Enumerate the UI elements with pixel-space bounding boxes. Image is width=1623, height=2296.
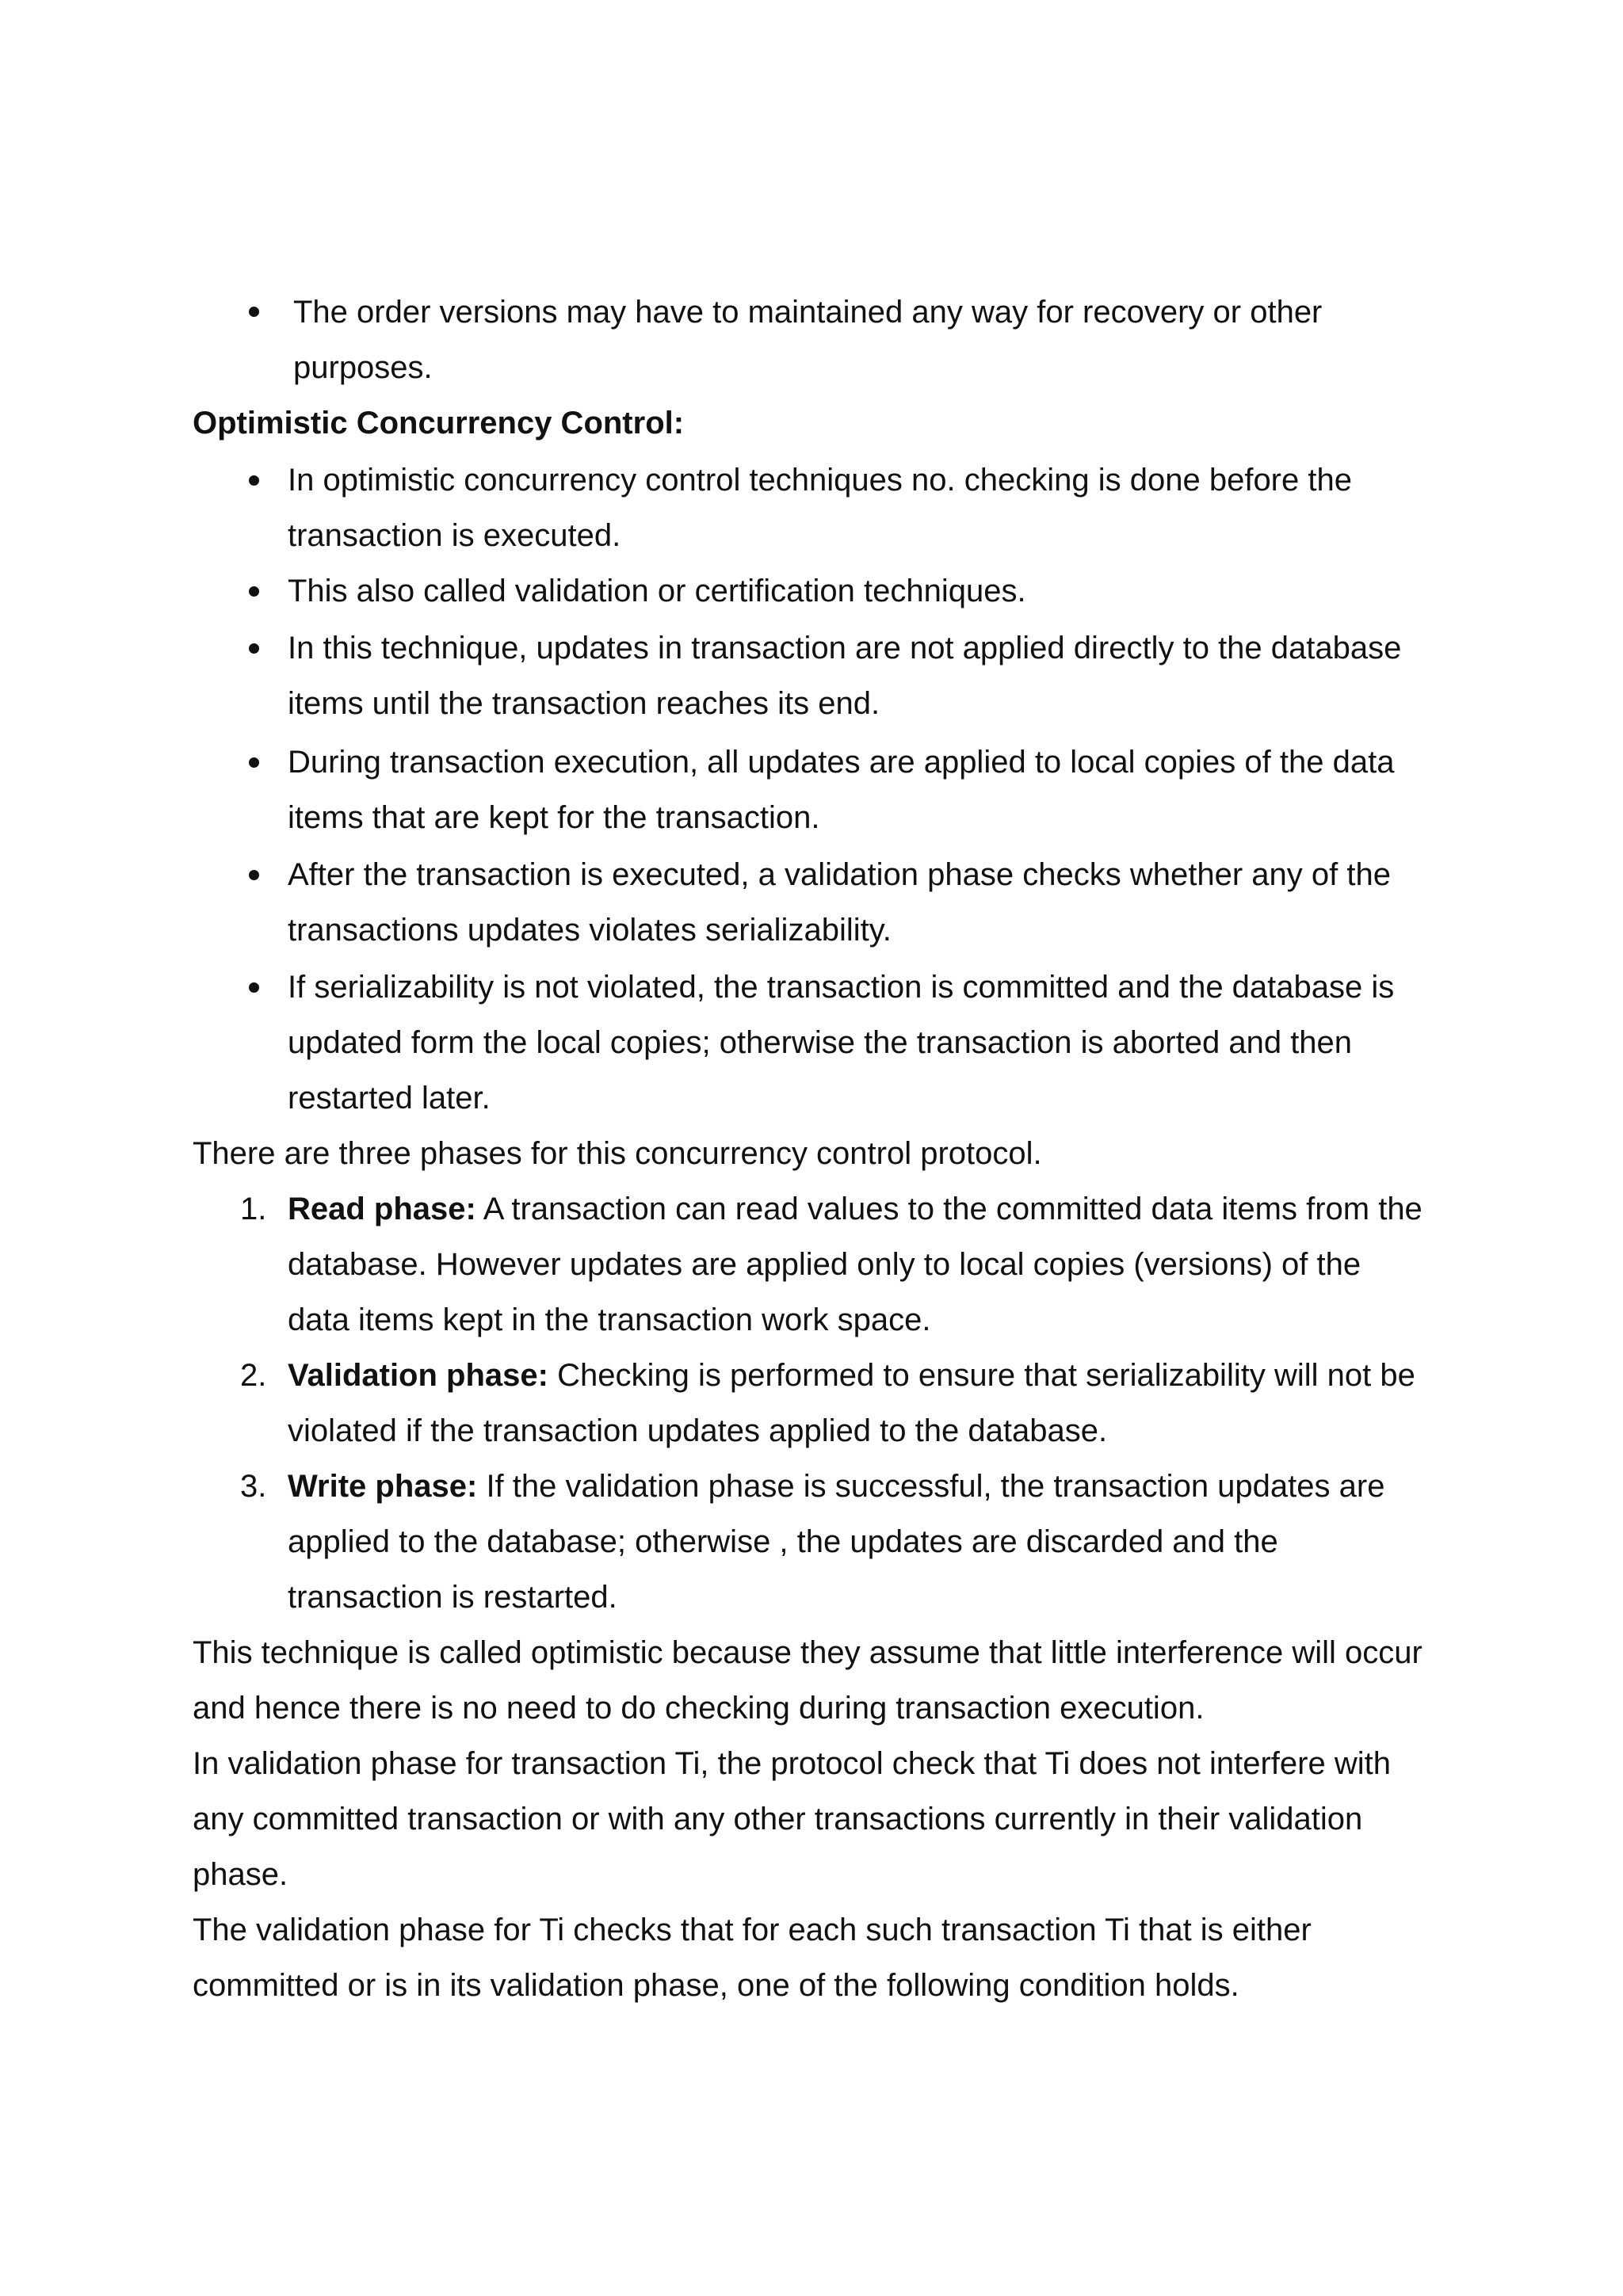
phase-3-line-1 (288, 1467, 1384, 1505)
bullet-4-line-1: During transaction execution, all updates are applied to local copies of the data (288, 745, 1395, 780)
phase-2-line-1 (288, 1356, 1415, 1394)
phases-intro: There are three phases for this concurrency control protocol. (193, 1136, 1042, 1171)
bullet-2-line-1: This also called validation or certification techniques. (288, 574, 1026, 608)
bullet-dot (249, 870, 259, 880)
phase-2-title: Validation phase: (288, 1358, 548, 1393)
phase-1-line-3: data items kept in the transaction work space. (288, 1302, 931, 1337)
phase-1-title: Read phase: (288, 1192, 476, 1226)
phase-1-line-2: database. However updates are applied only to local copies (versions) of the (288, 1247, 1361, 1282)
bullet-dot (249, 757, 259, 768)
bullet-4-line-2: items that are kept for the transaction. (288, 800, 820, 835)
phase-3-text: If the validation phase is successful, the transaction updates are (477, 1469, 1385, 1504)
intro-bullet-line-1: The order versions may have to maintained any way for recovery or other (293, 295, 1323, 330)
bullet-dot (249, 307, 259, 317)
bullet-3-line-1: In this technique, updates in transaction are not applied directly to the database (288, 631, 1402, 666)
intro-bullet-line-2: purposes. (293, 350, 433, 385)
paragraph-2-line-2: any committed transaction or with any other transactions currently in their validation (193, 1802, 1363, 1836)
phase-1-text: A transaction can read values to the committed data items from the (475, 1192, 1423, 1226)
phase-3-line-2: applied to the database; otherwise , the updates are discarded and the (288, 1524, 1278, 1559)
paragraph-1-line-1: This technique is called optimistic because they assume that little interference will occur (193, 1635, 1423, 1670)
phase-1-line-1 (288, 1190, 1423, 1228)
paragraph-1-line-2: and hence there is no need to do checking during transaction execution. (193, 1691, 1205, 1726)
phase-2-number: 2. (240, 1358, 267, 1393)
paragraph-2-line-3: phase. (193, 1857, 288, 1892)
phase-3-line-3: transaction is restarted. (288, 1580, 617, 1615)
bullet-6-line-2: updated form the local copies; otherwise the transaction is aborted and then (288, 1025, 1353, 1060)
phase-3-number: 3. (240, 1469, 267, 1504)
paragraph-3-line-1: The validation phase for Ti checks that for each such transaction Ti that is either (193, 1913, 1312, 1947)
paragraph-2-line-1: In validation phase for transaction Ti, the protocol check that Ti does not interfere with (193, 1746, 1391, 1781)
bullet-5-line-1: After the transaction is executed, a validation phase checks whether any of the (288, 857, 1391, 892)
bullet-3-line-2: items until the transaction reaches its end. (288, 686, 880, 721)
bullet-dot (249, 475, 259, 486)
bullet-6-line-1: If serializability is not violated, the transaction is committed and the database is (288, 970, 1395, 1005)
phase-2-line-2: violated if the transaction updates applied to the database. (288, 1413, 1108, 1448)
bullet-5-line-2: transactions updates violates serializability. (288, 913, 892, 948)
section-heading: Optimistic Concurrency Control: (193, 406, 685, 441)
phase-3-title: Write phase: (288, 1469, 478, 1504)
phase-1-number: 1. (240, 1192, 267, 1226)
bullet-6-line-3: restarted later. (288, 1081, 491, 1116)
bullet-dot (249, 982, 259, 993)
bullet-1-line-2: transaction is executed. (288, 518, 621, 553)
phase-2-text: Checking is performed to ensure that serializability will not be (548, 1358, 1415, 1393)
bullet-dot (249, 586, 259, 597)
paragraph-3-line-2: committed or is in its validation phase, one of the following condition holds. (193, 1968, 1239, 2003)
bullet-1-line-1: In optimistic concurrency control techniques no. checking is done before the (288, 463, 1352, 498)
bullet-dot (249, 643, 259, 654)
